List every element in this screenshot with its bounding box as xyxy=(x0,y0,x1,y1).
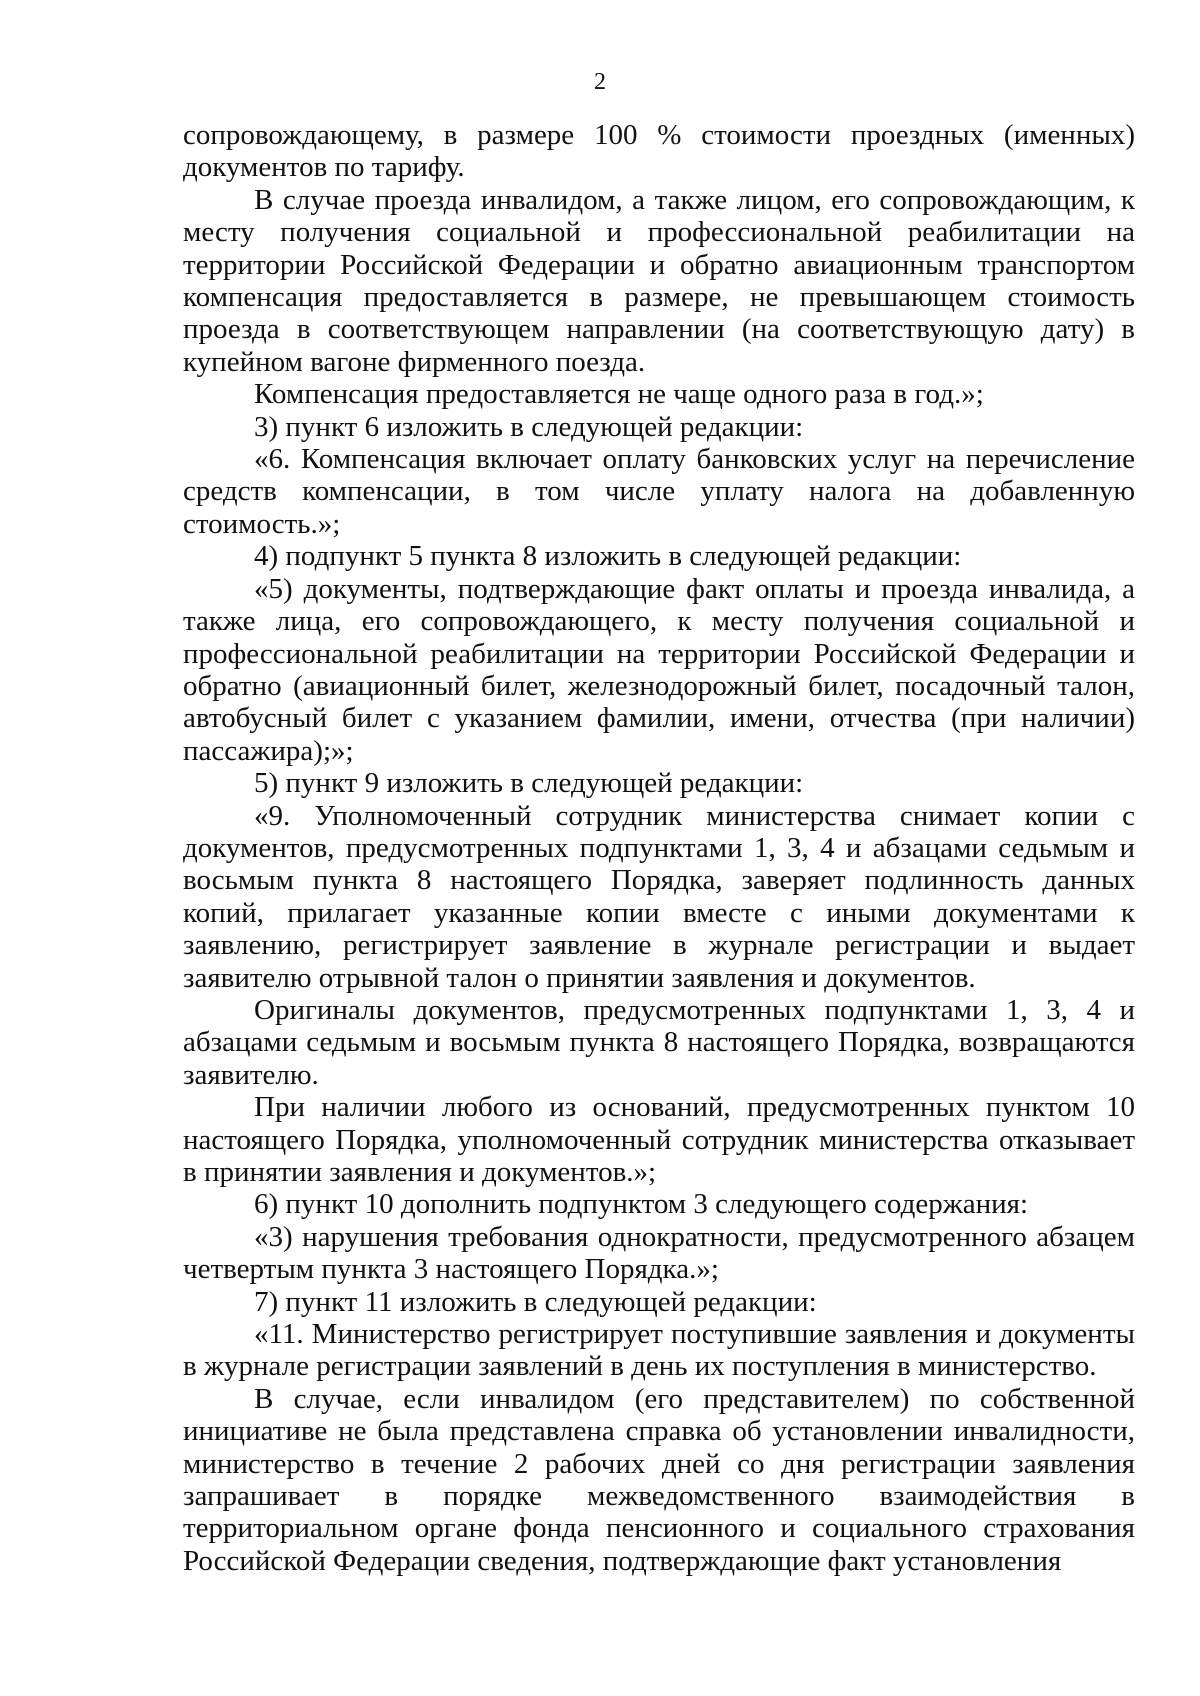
paragraph: 5) пункт 9 изложить в следующей редакции: xyxy=(254,767,804,800)
paragraph: «6. Компенсация включает оплату банковских услуг на перечисление средств компенсации, в том числе уплату налога на добавленную стоимость.»; xyxy=(183,443,1135,540)
paragraph: 4) подпункт 5 пункта 8 изложить в следующей редакции: xyxy=(254,540,962,573)
paragraph: Компенсация предоставляется не чаще одного раза в год.»; xyxy=(254,378,984,411)
paragraph: В случае, если инвалидом (его представителем) по собственной инициативе не была представлена справка об установлении инвалидности, министерство в течение 2 рабочих дней со дня регистрации заявления запрашивает в порядке межведомственного взаимодействия в территориальном органе фонда пенсионного и социального страхования Российской Федерации сведения, подтверждающие факт установления xyxy=(183,1382,1135,1577)
document-body xyxy=(183,119,1135,1577)
paragraph: «11. Министерство регистрирует поступившие заявления и документы в журнале регистрации заявлений в день их поступления в министерство. xyxy=(183,1318,1135,1383)
paragraph: 7) пункт 11 изложить в следующей редакции: xyxy=(254,1285,817,1318)
paragraph: В случае проезда инвалидом, а также лицом, его сопровождающим, к месту получения социальной и профессиональной реабилитации на территории Российской Федерации и обратно авиационным транспортом компенсация предоставляется в размере, не превышающем стоимость проезда в соответствующем направлении (на соответствующую дату) в купейном вагоне фирменного поезда. xyxy=(183,183,1135,378)
paragraph: Оригиналы документов, предусмотренных подпунктами 1, 3, 4 и абзацами седьмым и восьмым пункта 8 настоящего Порядка, возвращаются заявителю. xyxy=(183,993,1135,1091)
paragraph: «5) документы, подтверждающие факт оплаты и проезда инвалида, а также лица, его сопровождающего, к месту получения социальной и профессиональной реабилитации на территории Российской Федерации и обратно (авиационный билет, железнодорожный билет, посадочный талон, автобусный билет с указанием фамилии, имени, отчества (при наличии) пассажира);»; xyxy=(183,572,1135,767)
page-number: 2 xyxy=(594,69,606,95)
paragraph: 6) пункт 10 дополнить подпунктом 3 следующего содержания: xyxy=(254,1188,1029,1221)
paragraph: сопровождающему, в размере 100 % стоимости проездных (именных) документов по тарифу. xyxy=(183,119,1135,184)
paragraph: «3) нарушения требования однократности, предусмотренного абзацем четвертым пункта 3 настоящего Порядка.»; xyxy=(183,1220,1135,1286)
paragraph: При наличии любого из оснований, предусмотренных пунктом 10 настоящего Порядка, уполномоченный сотрудник министерства отказывает в принятии заявления и документов.»; xyxy=(183,1091,1135,1188)
paragraph: 3) пункт 6 изложить в следующей редакции: xyxy=(254,410,804,443)
paragraph: «9. Уполномоченный сотрудник министерства снимает копии с документов, предусмотренных подпунктами 1, 3, 4 и абзацами седьмым и восьмым пункта 8 настоящего Порядка, заверяет подлинность данных копий, прилагает указанные копии вместе с иными документами к заявлению, регистрирует заявление в журнале регистрации и выдает заявителю отрывной талон о принятии заявления и документов. xyxy=(183,799,1135,994)
